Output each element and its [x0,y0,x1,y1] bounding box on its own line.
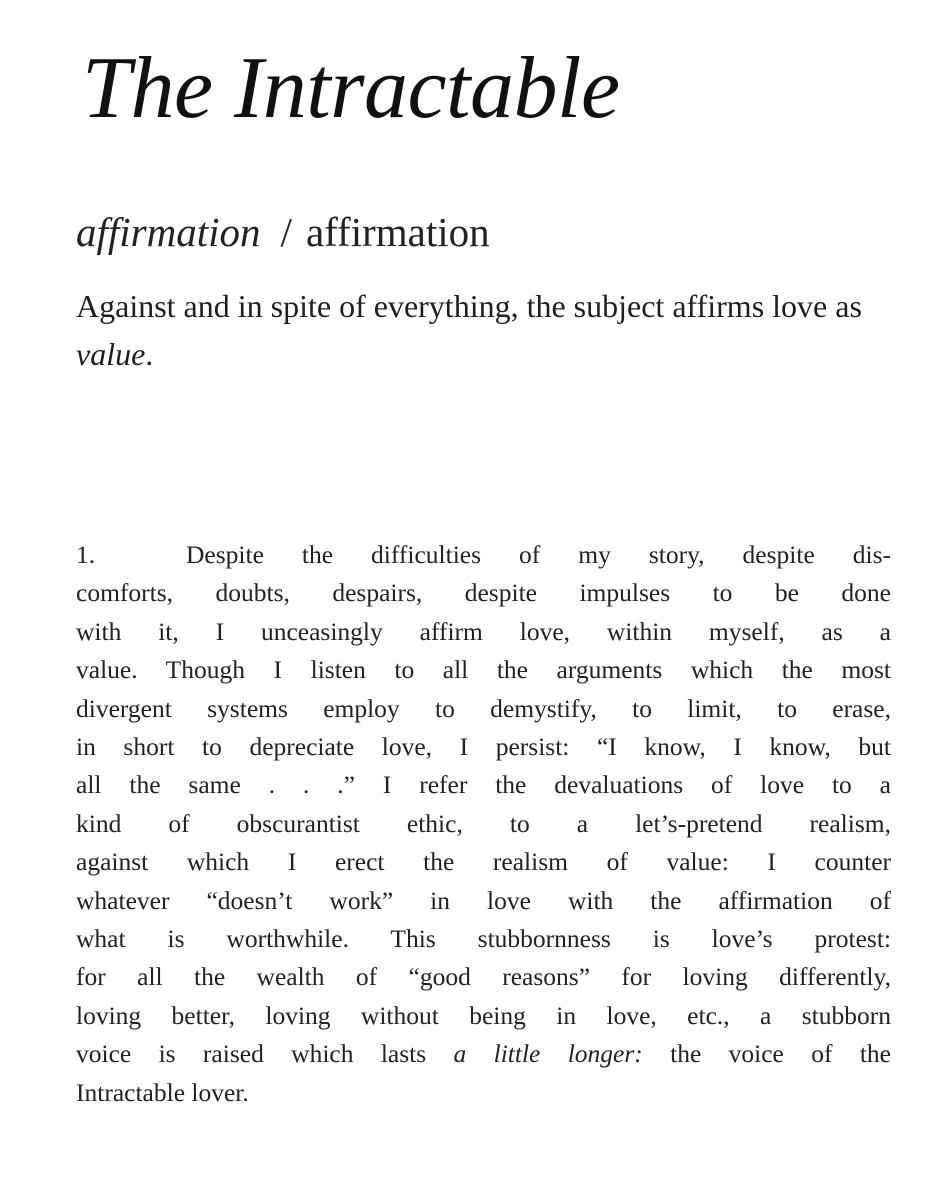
paragraph-line-text: Despite the difficulties of my story, despite dis- [186,540,891,569]
paragraph-line: kind of obscurantist ethic, to a let’s-pretend realism, [76,808,891,838]
argument-end: . [145,336,154,372]
paragraph-line: whatever “doesn’t work” in love with the affirmation of [76,885,891,915]
paragraph-line [76,536,891,574]
paragraph-line: value. Though I listen to all the arguments which the most [76,655,891,685]
paragraph-line [76,1035,891,1073]
line14-italic: a little longer: [453,1039,643,1069]
paragraph-line: for all the wealth of “good reasons” for loving differently, [76,962,891,992]
argument-italic: value [76,336,146,372]
figure-word-italic: affirmation [76,209,261,255]
paragraph-line: all the same . . .” I refer the devaluations of love to a [76,770,891,800]
paragraph-line: in short to depreciate love, I persist: “I know, I know, but [76,732,891,762]
paragraph-last-line: Intractable lover. [76,1077,249,1107]
paragraph-line: what is worthwhile. This stubbornness is love’s protest: [76,924,891,954]
paragraph-line: with it, I unceasingly affirm love, within myself, as a [76,616,891,646]
section-1-paragraph [76,536,891,1112]
paragraph-line: against which I erect the realism of value: I counter [76,847,891,877]
paragraph-line: divergent systems employ to demystify, to limit, to erase, [76,693,891,723]
section-number: 1. [76,540,96,569]
line14-text: voice is raised which lasts [76,1039,454,1069]
figure-separator: / [280,209,292,255]
figure-word-roman: affirmation [305,209,490,255]
figure-heading [76,208,490,257]
line14-end: the voice of the [642,1039,891,1069]
paragraph-line: comforts, doubts, despairs, despite impulses to be done [76,578,891,608]
page-title: The Intractable [82,40,620,137]
paragraph-line: loving better, loving without being in love, etc., a stubborn [76,1000,891,1030]
figure-argument [76,282,896,378]
argument-text: Against and in spite of everything, the subject affirms love as [76,288,862,324]
